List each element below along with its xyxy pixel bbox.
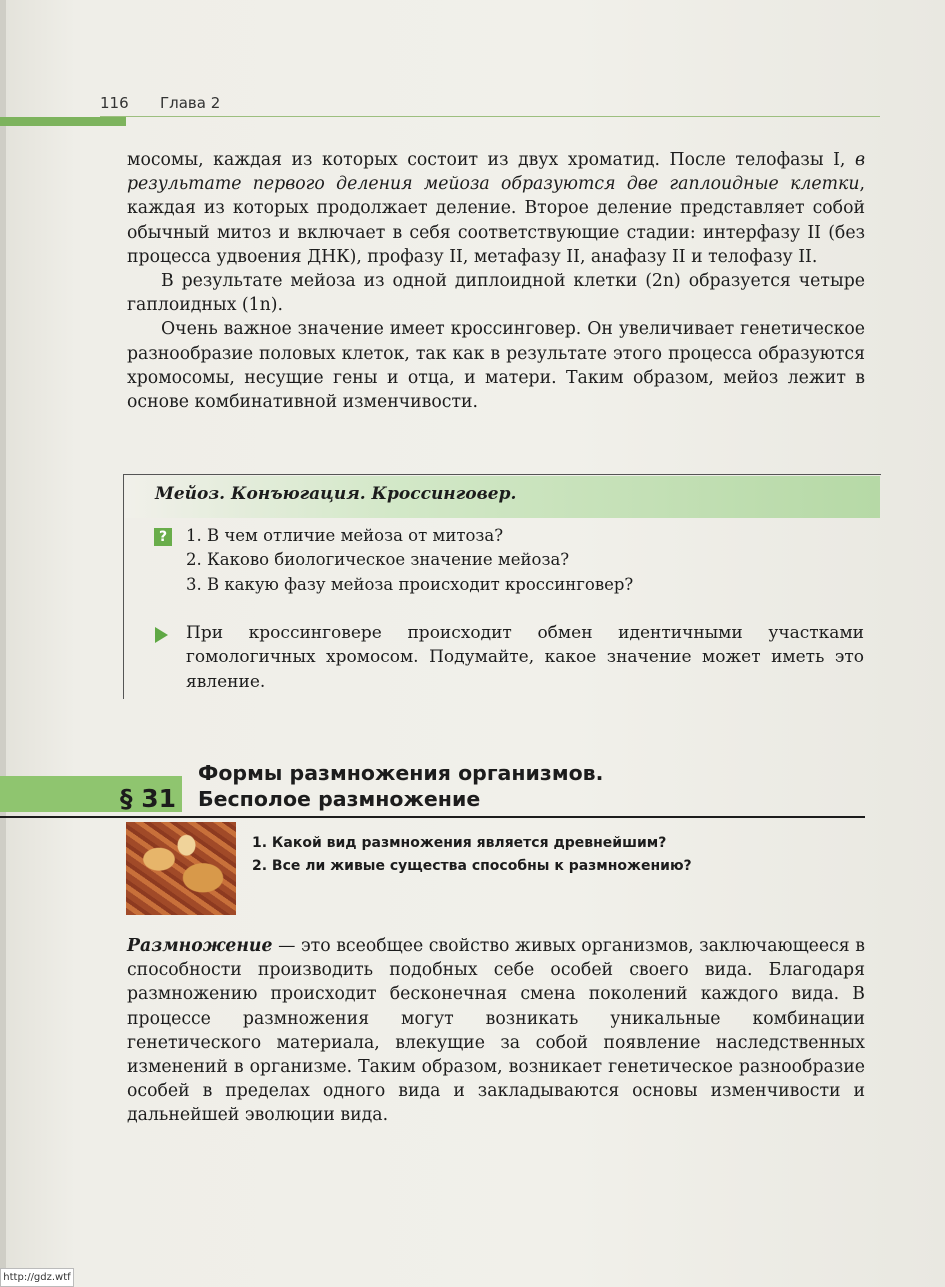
review-box-title: Мейоз. Конъюгация. Кроссинговер. xyxy=(155,484,517,504)
paragraph-reproduction: Размножение — это всеобщее свойство живых организмов, заключающееся в способности производить подобных себе особей своего вида. Благодаря размножению происходит бесконечная смена поколений каждого вида. В процессе размножения могут возникать уникальные комбинации генетического материала, влекущие за собой появление наследственных изменений в организме. Таким образом, возникает генетическое разнообразие особей в пределах одного вида и закладываются основы изменчивости и дальнейшей эволюции вида. xyxy=(127,936,865,1126)
section-rule xyxy=(0,816,865,818)
header-accent-bar xyxy=(0,117,126,126)
review-question: 3. В какую фазу мейоза происходит кроссинговер? xyxy=(186,574,634,594)
review-task: При кроссинговере происходит обмен идентичными участками гомологичных хромосом. Подумайте, какое значение может иметь это явление. xyxy=(186,623,864,692)
paragraph-crossing-over: Очень важное значение имеет кроссинговер. Он увеличивает генетическое разнообразие половых клеток, так как в результате этого процесса образуются хромосомы, несущие гены и отца, и матери. Таким образом, мейоз лежит в основе комбинативной изменчивости. xyxy=(127,319,865,413)
term-reproduction: Размножение xyxy=(127,936,273,956)
question-icon: ? xyxy=(154,528,172,546)
section-illustration xyxy=(126,822,236,915)
continued-text xyxy=(127,148,865,414)
page-header xyxy=(100,92,880,116)
main-text xyxy=(127,934,865,1128)
section-title: Формы размножения организмов. Бесполое размножение xyxy=(198,761,604,811)
task-arrow-icon xyxy=(155,627,168,643)
page-number: 116 xyxy=(100,94,129,112)
chapter-label: Глава 2 xyxy=(160,94,221,112)
paragraph-result: В результате мейоза из одной диплоидной клетки (2n) образуется четыре гаплоидных (1n). xyxy=(127,271,865,316)
section-intro-questions xyxy=(252,832,692,878)
review-questions xyxy=(186,524,633,597)
watermark-link[interactable]: http://gdz.wtf xyxy=(0,1268,74,1287)
header-rule xyxy=(100,116,880,117)
review-question: 2. Каково биологическое значение мейоза? xyxy=(186,550,570,570)
intro-question: 1. Какой вид размножения является древнейшим? xyxy=(252,835,667,851)
review-question: 1. В чем отличие мейоза от митоза? xyxy=(186,526,504,545)
page-gutter xyxy=(0,0,6,1287)
section-number: § 31 xyxy=(120,784,176,813)
emphasis-haploid: в результате первого деления мейоза образуются две гаплоидные клетки xyxy=(127,150,865,195)
intro-question: 2. Все ли живые существа способны к размножению? xyxy=(252,858,692,874)
paragraph-telophase: мосомы, каждая из которых состоит из двух хроматид. После телофазы I, в результате первого деления мейоза образуются две гаплоидные клетки, каждая из которых продолжает деление. Второе деление представляет собой обычный митоз и включает в себя соответствующие стадии: интерфазу II (без процесса удвоения ДНК), профазу II, метафазу II, анафазу II и телофазу II. xyxy=(127,150,865,267)
